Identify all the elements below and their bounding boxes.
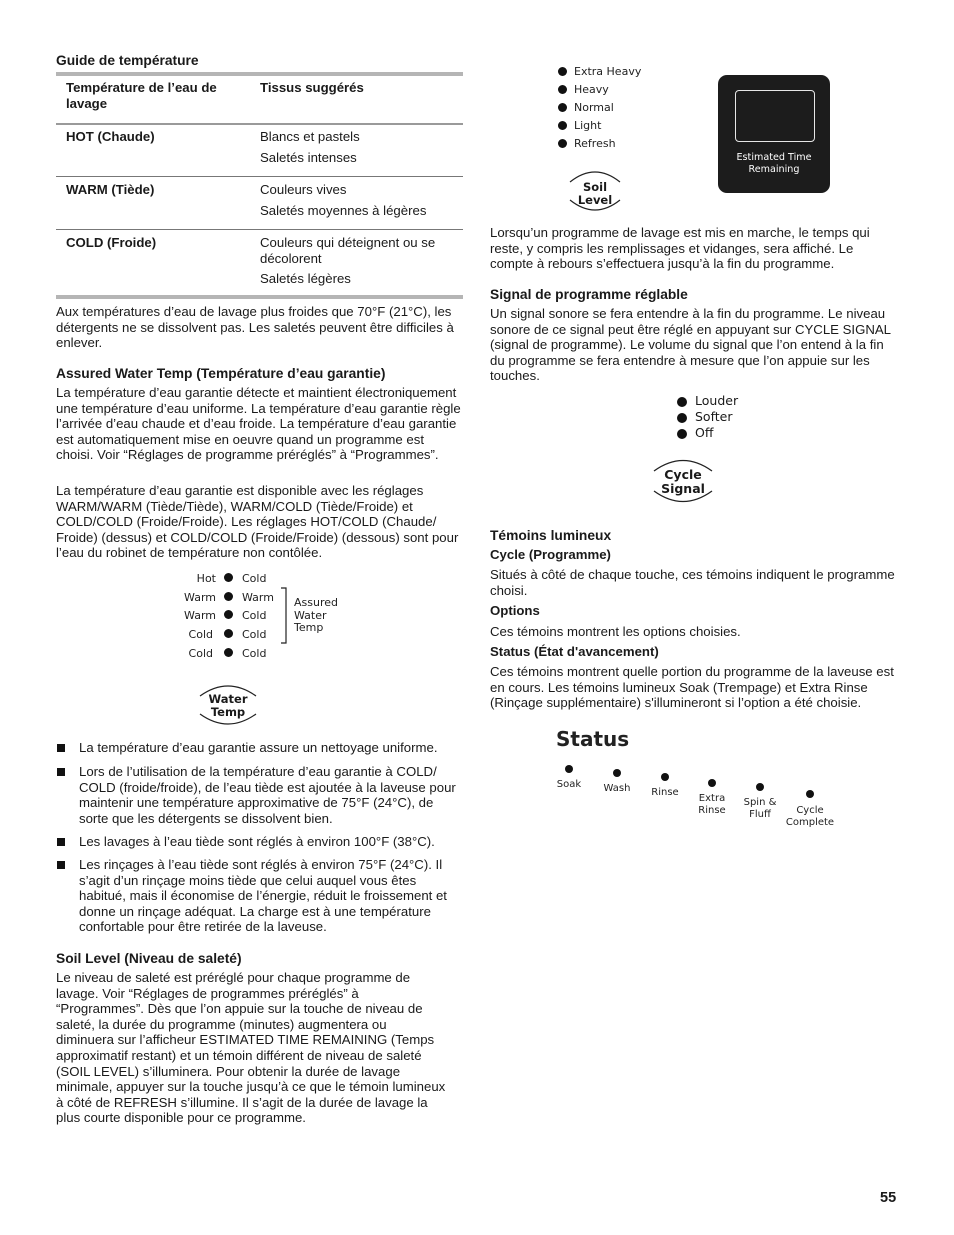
table-row-temp: COLD (Froide) — [66, 235, 157, 250]
soil-option-label: Extra Heavy — [574, 65, 642, 78]
rinse-temp-label: Cold — [242, 628, 267, 641]
table-row-temp: WARM (Tiède) — [66, 182, 155, 197]
status-subheading: Status (État d'avancement) — [490, 644, 659, 659]
soil-indicator-light — [558, 121, 567, 130]
rinse-temp-label: Cold — [242, 572, 267, 585]
time-remaining-paragraph: Lorsqu’un programme de lavage est mis en marche, le temps qui reste, y compris les remplissages et vidanges, sera affiché. Le compte à rebours s’effectuera jusqu’à la fin du programme. — [490, 225, 870, 272]
status-indicator-light — [613, 769, 621, 777]
status-indicator-light — [661, 773, 669, 781]
bracket-label: Temp — [294, 621, 324, 634]
soil-option-label: Refresh — [574, 137, 616, 150]
table-header-rule — [56, 123, 463, 125]
table-row-soil: Saletés moyennes à légères — [260, 203, 427, 218]
table-row-fabric: Couleurs vives — [260, 182, 347, 197]
status-label: Wash — [603, 783, 631, 794]
status-item-cycle-complete — [780, 789, 840, 829]
signal-option-label: Softer — [695, 409, 733, 424]
signal-indicator-light — [677, 397, 687, 407]
table-row-rule — [56, 229, 463, 230]
status-label: Extra — [698, 793, 726, 804]
temp-indicator-light — [224, 610, 233, 619]
soil-level-heading: Soil Level (Niveau de saleté) — [56, 951, 242, 966]
signal-option-label: Louder — [695, 393, 739, 408]
wash-temp-label: Hot — [196, 572, 216, 585]
signal-indicator-light — [677, 429, 687, 439]
bullet-text: Lors de l’utilisation de la température d’eau garantie à COLD/ COLD (froide/froide), de l’eau tiède est ajoutée à la laveuse pour maintenir une température approximative de 75°F (24°C), de sorte que les détergents se dissolvent bien. — [79, 764, 456, 826]
table-row-fabric: Blancs et pastels — [260, 129, 360, 144]
page-number: 55 — [880, 1190, 897, 1206]
assured-water-temp-label — [294, 597, 338, 635]
temp-indicator-light — [224, 573, 233, 582]
temp-guide-title: Guide de température — [56, 53, 199, 68]
button-label: Signal — [661, 481, 705, 496]
wash-temp-label: Cold — [188, 628, 213, 641]
signal-indicator-light — [677, 413, 687, 423]
options-subheading: Options — [490, 603, 540, 618]
status-indicator-light — [708, 779, 716, 787]
indicator-lights-heading: Témoins lumineux — [490, 528, 612, 543]
soil-option-label: Normal — [574, 101, 614, 114]
table-bottom-rule — [56, 295, 463, 299]
status-indicator-light — [756, 783, 764, 791]
bullet-marker — [57, 861, 65, 869]
bullet-marker — [57, 768, 65, 776]
display-label-line: Remaining — [748, 164, 800, 175]
rinse-temp-label: Cold — [242, 609, 267, 622]
soil-level-panel — [557, 63, 677, 153]
button-label: Water — [208, 692, 248, 706]
status-paragraph: Ces témoins montrent quelle portion du programme de la laveuse est en cours. Les témoins lumineux Soak (Trempage) et Extra Rinse (Rinçage supplémentaire) s'illumineront si l’option a été choisie. — [490, 664, 894, 711]
temp-indicator-light — [224, 629, 233, 638]
status-indicator-light — [806, 790, 814, 798]
cycle-signal-paragraph: Un signal sonore se fera entendre à la fin du programme. Le niveau sonore de ce signal peut être réglé en appuyant sur CYCLE SIGNAL (signal de programme). Le volume du signal que l’on entend à la fin du programme se fera entendre à mesure que l’on appuie sur les touches. — [490, 306, 891, 384]
status-label: Cycle — [796, 805, 824, 816]
cold-water-note: Aux températures d’eau de lavage plus froides que 70°F (21°C), les détergents ne se dissolvent pas. Les saletés peuvent être difficiles à enlever. — [56, 304, 454, 351]
bracket-label: Water — [294, 608, 327, 622]
bullet-marker — [57, 744, 65, 752]
soil-indicator-light — [558, 139, 567, 148]
rinse-temp-label: Cold — [242, 647, 267, 660]
cycle-paragraph: Situés à côté de chaque touche, ces témoins indiquent le programme choisi. — [490, 567, 895, 598]
options-paragraph: Ces témoins montrent les options choisies. — [490, 624, 741, 639]
status-label: Soak — [556, 779, 582, 790]
awt-heading: Assured Water Temp (Température d’eau garantie) — [56, 366, 386, 381]
status-label: Rinse — [698, 805, 726, 816]
table-row-soil: Saletés légères — [260, 271, 351, 286]
awt-paragraph-1: La température d’eau garantie détecte et maintient électroniquement une température d’eau uniforme. La température d’eau garantie règle l’arrivée d’eau chaude et d’eau froide. La température d’eau garantie est automatiquement mise en oeuvre quand un programme est choisi. Voir “Réglages de programme préréglés” à “Programmes”. — [56, 385, 461, 463]
button-label: Level — [577, 193, 613, 207]
wash-temp-label: Warm — [184, 609, 216, 622]
cycle-signal-panel — [675, 393, 775, 445]
temperature-table — [56, 80, 463, 118]
awt-paragraph-2: La température d’eau garantie est disponible avec les réglages WARM/WARM (Tiède/Tiède), WARM/COLD (Tiède/Froide) et COLD/COLD (Froide/Froide). Les réglages HOT/COLD (Chaude/ Froide) (dessus) et COLD/COLD (Froide/Froide) (dessous) sont pour l’eau du robinet de température non contôlée. — [56, 483, 459, 561]
cycle-signal-heading: Signal de programme réglable — [490, 287, 688, 302]
bullet-text: Les rinçages à l’eau tiède sont réglés à environ 75°F (24°C). Il s’agit d’un rinçage moins tiède que celui auquel vous êtes habitué, mais il économise de l’énergie, réduit le froissement et donne un rinçage adéquat. La charge est à une température confortable pour être retirée de la laveuse. — [79, 857, 447, 935]
button-label: Temp — [210, 705, 246, 719]
bullet-marker — [57, 838, 65, 846]
table-row-rule — [56, 176, 463, 177]
table-header-fabrics: Tissus suggérés — [260, 80, 364, 95]
button-label: Soil — [582, 180, 608, 194]
time-display-screen — [735, 90, 815, 142]
table-header-row — [56, 80, 463, 118]
display-label — [718, 152, 830, 176]
status-label: Complete — [785, 817, 835, 828]
table-header-temp: Température de l’eau de lavage — [66, 80, 217, 111]
button-label: Cycle — [664, 467, 702, 482]
status-label: Spin & — [743, 797, 777, 808]
cycle-signal-button[interactable] — [648, 468, 718, 496]
signal-option-label: Off — [695, 425, 714, 440]
temp-indicator-light — [224, 592, 233, 601]
cycle-subheading: Cycle (Programme) — [490, 547, 611, 562]
soil-level-paragraph: Le niveau de saleté est préréglé pour chaque programme de lavage. Voir “Réglages de programmes préréglés” à “Programmes”. Dès que l’on appuie sur la touche de niveau de saleté, la durée du programme (minutes) augmentera ou diminuera sur l’afficheur ESTIMATED TIME REMAINING (Temps approximatif restant) et un témoin différent de niveau de saleté (SOIL LEVEL) s’illuminera. Pour obtenir la durée de lavage minimale, appuyer sur la touche jusqu’à ce que le témoin lumineux à côté de REFRESH s’illumine. Il s’agit de la durée de lavage la plus courte disponible pour ce programme. — [56, 970, 446, 1126]
soil-option-label: Light — [574, 119, 602, 132]
bracket-label: Assured — [294, 596, 338, 609]
soil-indicator-light — [558, 85, 567, 94]
status-indicator-light — [565, 765, 573, 773]
bullet-text: La température d’eau garantie assure un nettoyage uniforme. — [79, 740, 438, 755]
soil-level-button[interactable] — [564, 181, 626, 207]
display-label-line: Estimated Time — [736, 152, 812, 163]
wash-temp-label: Warm — [184, 591, 216, 604]
rinse-temp-label: Warm — [242, 591, 274, 604]
estimated-time-display — [718, 75, 830, 193]
table-row-fabric: Couleurs qui déteignent ou se décolorent — [260, 235, 436, 266]
status-label: Fluff — [749, 809, 771, 820]
soil-option-label: Heavy — [574, 83, 609, 96]
table-top-rule — [56, 72, 463, 76]
table-row-temp: HOT (Chaude) — [66, 129, 155, 144]
temp-indicator-light — [224, 648, 233, 657]
status-label: Rinse — [651, 787, 679, 798]
soil-indicator-light — [558, 67, 567, 76]
table-row-soil: Saletés intenses — [260, 150, 357, 165]
assured-bracket — [280, 587, 292, 645]
status-panel-title: Status — [556, 727, 630, 751]
soil-indicator-light — [558, 103, 567, 112]
wash-temp-label: Cold — [188, 647, 213, 660]
water-temp-button[interactable] — [194, 693, 262, 719]
bullet-text: Les lavages à l’eau tiède sont réglés à environ 100°F (38°C). — [79, 834, 435, 849]
